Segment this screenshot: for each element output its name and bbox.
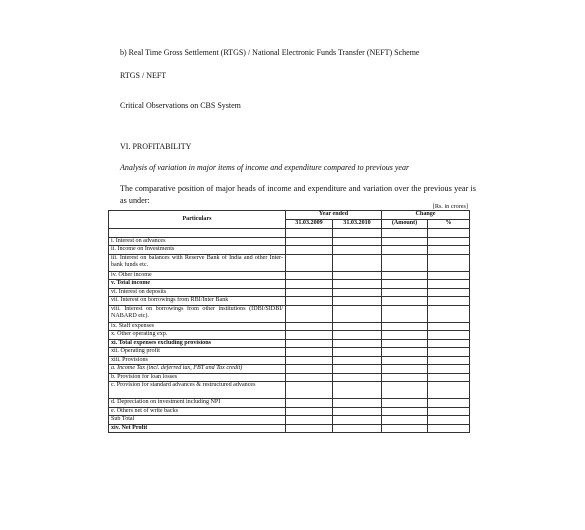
table-row (109, 373, 470, 382)
table-row (109, 365, 470, 374)
row-value-cell (286, 297, 333, 306)
row-value-cell (286, 331, 333, 340)
row-value-cell (286, 399, 333, 408)
row-value-cell (286, 271, 333, 280)
row-label: ii. Income on Investments (109, 246, 286, 255)
row-value-cell (428, 229, 470, 238)
row-label: i. Interest on advances (109, 237, 286, 246)
header-particulars: Particulars (109, 211, 286, 229)
row-value-cell (333, 237, 382, 246)
row-label: ix. Staff expenses (109, 322, 286, 331)
row-value-cell (428, 407, 470, 416)
row-label: e. Others net of write backs (109, 407, 286, 416)
row-label: Sub Total (109, 416, 286, 425)
row-value-cell (286, 373, 333, 382)
table-row (109, 322, 470, 331)
row-value-cell (428, 305, 470, 322)
rtgs-neft-heading: b) Real Time Gross Settlement (RTGS) / National Electronic Funds Transfer (NEFT) Scheme (120, 48, 420, 57)
row-label: b. Provision for loan losses (109, 373, 286, 382)
row-value-cell (382, 365, 428, 374)
row-label: iii. Interest on balances with Reserve Bank of India and other Inter-bank funds etc. (109, 254, 286, 271)
row-value-cell (382, 373, 428, 382)
table-row (109, 280, 470, 289)
row-value-cell (382, 246, 428, 255)
row-value-cell (382, 237, 428, 246)
row-value-cell (382, 424, 428, 433)
table-row (109, 229, 470, 238)
table-row (109, 254, 470, 271)
row-label: xi. Total expenses excluding provisions (109, 339, 286, 348)
row-label: a. Income Tax (incl. deferred tax, FBT and Tax credit) (109, 365, 286, 374)
header-amount: (Amount) (382, 220, 428, 229)
table-row (109, 339, 470, 348)
table-row (109, 416, 470, 425)
table-row (109, 237, 470, 246)
row-value-cell (333, 229, 382, 238)
income-expenditure-table (108, 210, 470, 433)
row-value-cell (382, 297, 428, 306)
row-value-cell (428, 322, 470, 331)
row-value-cell (382, 382, 428, 399)
row-value-cell (333, 365, 382, 374)
row-value-cell (286, 407, 333, 416)
table-row (109, 382, 470, 399)
row-label: iv. Other income (109, 271, 286, 280)
table-row (109, 424, 470, 433)
intro-paragraph: The comparative position of major heads of income and expenditure and variation over the previous year is as under: (120, 184, 476, 205)
row-value-cell (333, 416, 382, 425)
row-value-cell (286, 382, 333, 399)
row-label: c. Provision for standard advances & restructured advances (109, 382, 286, 399)
row-value-cell (286, 305, 333, 322)
row-value-cell (382, 356, 428, 365)
row-value-cell (333, 246, 382, 255)
row-value-cell (428, 280, 470, 289)
table-row (109, 288, 470, 297)
row-value-cell (428, 297, 470, 306)
row-label: vii. Interest on borrowings from RBI/Inter Bank (109, 297, 286, 306)
row-value-cell (428, 365, 470, 374)
table-row (109, 271, 470, 280)
row-label: xii. Operating profit (109, 348, 286, 357)
table-row (109, 297, 470, 306)
row-value-cell (382, 305, 428, 322)
row-value-cell (428, 416, 470, 425)
row-value-cell (428, 382, 470, 399)
analysis-title: Analysis of variation in major items of income and expenditure compared to previous year (120, 163, 410, 172)
row-value-cell (333, 356, 382, 365)
table-row (109, 407, 470, 416)
row-value-cell (382, 416, 428, 425)
header-year-ended: Year ended (286, 211, 382, 220)
rtgs-neft-label: RTGS / NEFT (120, 71, 167, 80)
section-title: VI. PROFITABILITY (120, 142, 192, 151)
table-row (109, 305, 470, 322)
row-value-cell (333, 297, 382, 306)
row-value-cell (428, 373, 470, 382)
row-value-cell (286, 254, 333, 271)
row-label: x. Other operating exp. (109, 331, 286, 340)
row-value-cell (428, 246, 470, 255)
row-value-cell (382, 254, 428, 271)
row-value-cell (286, 229, 333, 238)
row-value-cell (333, 271, 382, 280)
row-value-cell (286, 322, 333, 331)
row-value-cell (382, 229, 428, 238)
row-value-cell (286, 348, 333, 357)
header-2010: 31.03.2010 (333, 220, 382, 229)
row-label (109, 229, 286, 238)
row-value-cell (286, 416, 333, 425)
row-value-cell (428, 348, 470, 357)
header-percent: % (428, 220, 470, 229)
row-value-cell (286, 246, 333, 255)
row-value-cell (428, 271, 470, 280)
row-value-cell (286, 288, 333, 297)
row-value-cell (333, 254, 382, 271)
header-2009: 31.03.2009 (286, 220, 333, 229)
header-change: Change (382, 211, 470, 220)
row-value-cell (428, 399, 470, 408)
row-value-cell (333, 407, 382, 416)
row-value-cell (382, 339, 428, 348)
row-value-cell (286, 424, 333, 433)
row-value-cell (428, 331, 470, 340)
row-value-cell (286, 365, 333, 374)
row-value-cell (382, 399, 428, 408)
row-value-cell (382, 280, 428, 289)
row-label: xiii. Provisions (109, 356, 286, 365)
row-value-cell (333, 399, 382, 408)
row-label: vi. Interest on deposits (109, 288, 286, 297)
row-value-cell (333, 280, 382, 289)
row-value-cell (286, 237, 333, 246)
row-value-cell (286, 356, 333, 365)
table-row (109, 399, 470, 408)
row-value-cell (382, 348, 428, 357)
row-value-cell (428, 288, 470, 297)
row-value-cell (428, 339, 470, 348)
row-label: v. Total income (109, 280, 286, 289)
row-value-cell (428, 424, 470, 433)
table-row (109, 356, 470, 365)
row-value-cell (333, 331, 382, 340)
cbs-heading: Critical Observations on CBS System (120, 101, 241, 110)
unit-note: [Rs. in crores] (432, 203, 468, 210)
table-row (109, 331, 470, 340)
row-value-cell (382, 288, 428, 297)
row-value-cell (382, 322, 428, 331)
row-value-cell (382, 331, 428, 340)
row-value-cell (286, 339, 333, 348)
row-value-cell (333, 424, 382, 433)
row-value-cell (333, 382, 382, 399)
table-body (109, 229, 470, 433)
row-value-cell (333, 339, 382, 348)
row-value-cell (382, 407, 428, 416)
table-row (109, 246, 470, 255)
row-value-cell (333, 322, 382, 331)
row-value-cell (333, 373, 382, 382)
row-value-cell (286, 280, 333, 289)
row-value-cell (333, 305, 382, 322)
row-value-cell (428, 254, 470, 271)
row-value-cell (333, 288, 382, 297)
row-value-cell (428, 237, 470, 246)
row-label: d. Depreciation on investment including NPI (109, 399, 286, 408)
row-value-cell (382, 271, 428, 280)
row-value-cell (333, 348, 382, 357)
table-row (109, 348, 470, 357)
row-value-cell (428, 356, 470, 365)
row-label: xiv. Net Profit (109, 424, 286, 433)
row-label: viii. Interest on borrowings from other institutions (IDBI/SIDBI/ NABARD etc). (109, 305, 286, 322)
